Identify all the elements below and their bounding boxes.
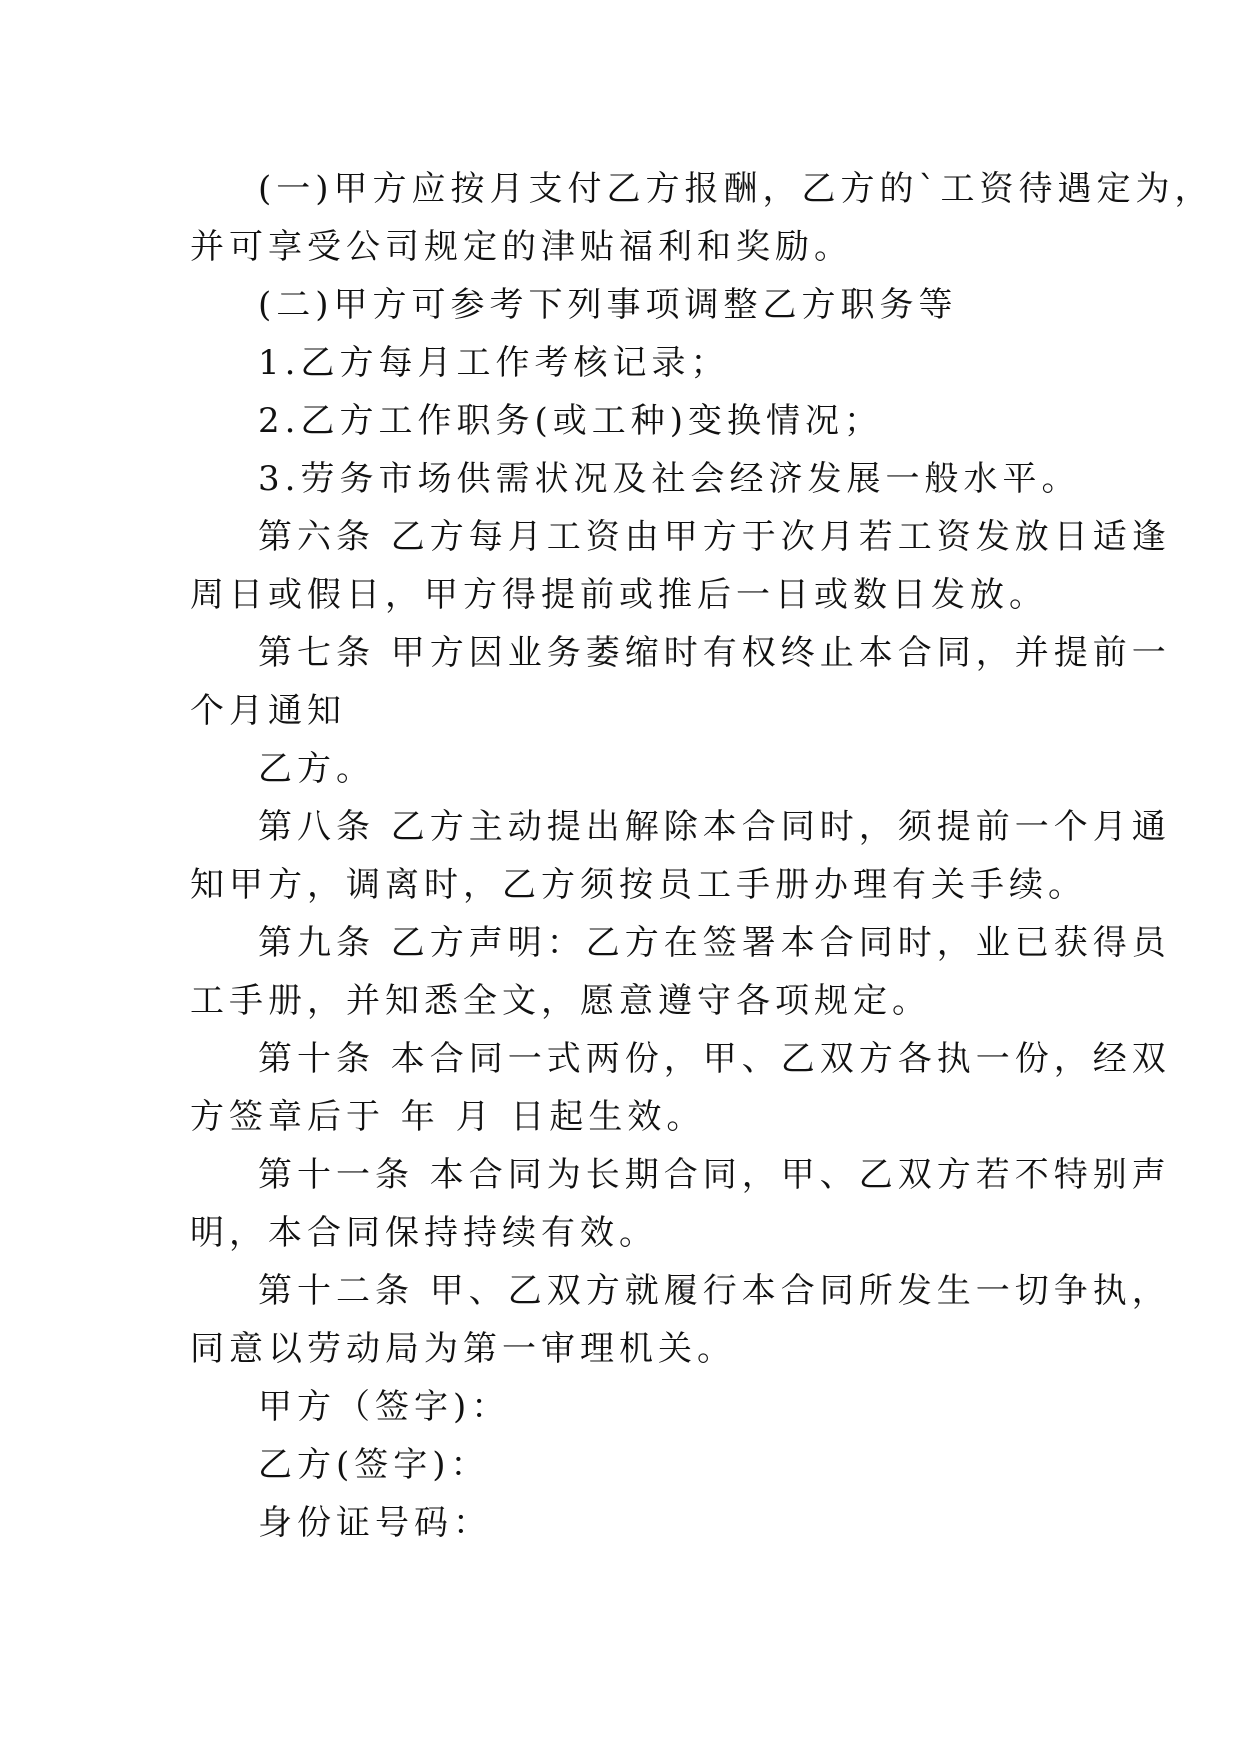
text-line: 个月通知 bbox=[190, 691, 346, 731]
article-7-continued bbox=[190, 740, 1050, 798]
article-6 bbox=[190, 508, 1171, 624]
text-line: 周日或假日，甲方得提前或推后一日或数日发放。 bbox=[190, 575, 1048, 615]
text-line: 方签章后于 年 月 日起生效。 bbox=[190, 1097, 706, 1137]
article-10 bbox=[190, 1030, 1171, 1146]
text-line: 明，本合同保持持续有效。 bbox=[190, 1213, 658, 1253]
text-line: 乙方(签字)： bbox=[258, 1445, 490, 1485]
list-item-1 bbox=[190, 334, 1050, 392]
text-line: 甲方（签字)： bbox=[258, 1387, 511, 1427]
text-line: 第六条 乙方每月工资由甲方于次月若工资发放日适逢 bbox=[258, 517, 1171, 557]
text-line: 并可享受公司规定的津贴福利和奖励。 bbox=[190, 227, 853, 267]
text-line: 第十条 本合同一式两份，甲、乙双方各执一份，经双 bbox=[258, 1039, 1171, 1079]
text-line: (二)甲方可参考下列事项调整乙方职务等 bbox=[258, 285, 958, 325]
text-line: 3.劳务市场供需状况及社会经济发展一般水平。 bbox=[258, 459, 1081, 499]
article-9 bbox=[190, 914, 1171, 1030]
paragraph-1 bbox=[190, 160, 1214, 276]
text-line: 第十二条 甲、乙双方就履行本合同所发生一切争执， bbox=[258, 1271, 1171, 1311]
text-line: 第九条 乙方声明：乙方在签署本合同时，业已获得员 bbox=[258, 923, 1171, 963]
text-line: 知甲方，调离时，乙方须按员工手册办理有关手续。 bbox=[190, 865, 1087, 905]
article-12 bbox=[190, 1262, 1171, 1378]
paragraph-2 bbox=[190, 276, 1050, 334]
signature-party-b bbox=[190, 1436, 1050, 1494]
text-line: 乙方。 bbox=[258, 749, 375, 789]
text-line: 第七条 甲方因业务萎缩时有权终止本合同，并提前一 bbox=[258, 633, 1171, 673]
id-number-field bbox=[190, 1494, 1050, 1552]
text-line: 2.乙方工作职务(或工种)变换情况； bbox=[258, 401, 883, 441]
list-item-2 bbox=[190, 392, 1050, 450]
text-line: 身份证号码： bbox=[258, 1503, 492, 1543]
text-line: (一)甲方应按月支付乙方报酬，乙方的`工资待遇定为， bbox=[258, 169, 1214, 209]
text-line: 1.乙方每月工作考核记录； bbox=[258, 343, 730, 383]
text-line: 同意以劳动局为第一审理机关。 bbox=[190, 1329, 736, 1369]
text-line: 第八条 乙方主动提出解除本合同时，须提前一个月通 bbox=[258, 807, 1171, 847]
article-11 bbox=[190, 1146, 1171, 1262]
text-line: 第十一条 本合同为长期合同，甲、乙双方若不特别声 bbox=[258, 1155, 1171, 1195]
text-line: 工手册，并知悉全文，愿意遵守各项规定。 bbox=[190, 981, 931, 1021]
document-body bbox=[190, 160, 1214, 1552]
article-8 bbox=[190, 798, 1171, 914]
signature-party-a bbox=[190, 1378, 1050, 1436]
list-item-3 bbox=[190, 450, 1081, 508]
article-7 bbox=[190, 624, 1171, 740]
